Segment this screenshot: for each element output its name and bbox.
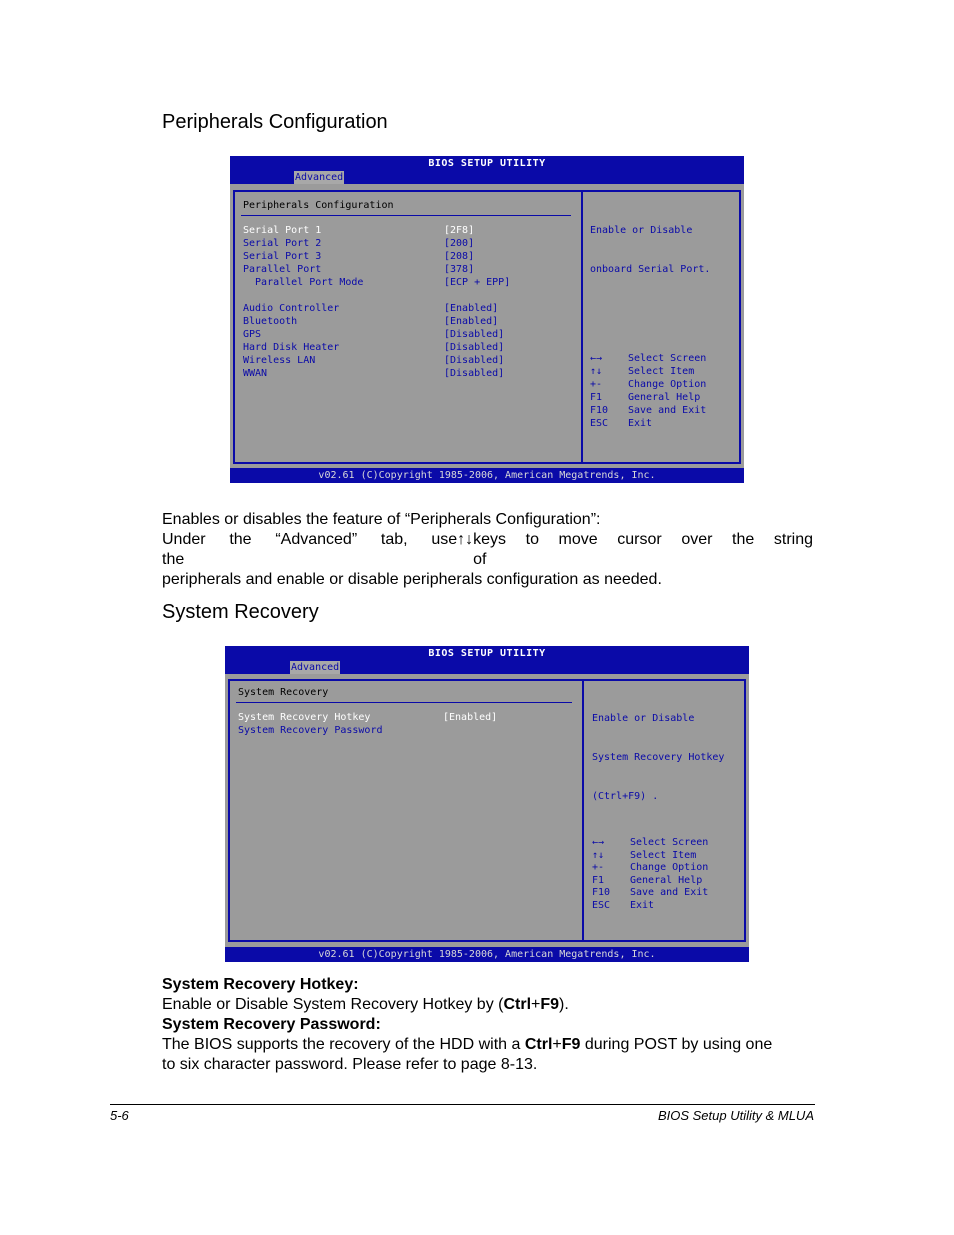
key-description: Exit (628, 418, 653, 429)
key-name: +- (592, 862, 605, 873)
password-text-mid: during POST by using one (584, 1036, 773, 1053)
bios-item-value[interactable]: [Enabled] (444, 316, 499, 327)
desc-line-2 (162, 530, 813, 570)
tab-advanced[interactable]: Advanced (291, 662, 340, 673)
key-legend-row (590, 352, 730, 365)
bios-item-label: Serial Port 1 (243, 225, 322, 236)
bios-item-value[interactable]: [Enabled] (444, 303, 499, 314)
bios-item-label: GPS (243, 329, 262, 340)
bios-item-row[interactable] (238, 724, 558, 737)
bios-panel (228, 679, 746, 942)
bios-item-row[interactable] (243, 250, 563, 263)
key-description: Select Screen (628, 353, 707, 364)
bios-item-row[interactable] (243, 328, 563, 341)
bios-item-label: Wireless LAN (243, 355, 316, 366)
key-description: Select Screen (630, 837, 709, 848)
bios-item-row[interactable] (243, 341, 563, 354)
bios-item-label: System Recovery Password (238, 725, 383, 736)
bios-panel (233, 190, 741, 464)
bios-item-value[interactable]: [Disabled] (444, 329, 505, 340)
bios-item-row[interactable] (243, 263, 563, 276)
panel-title: Peripherals Configuration (243, 200, 394, 211)
title-rule (241, 215, 571, 216)
key-legend-row (592, 836, 732, 849)
section-heading-peripherals: Peripherals Configuration (162, 111, 388, 133)
password-text-line-2: to six character password. Please refer to page 8-13. (162, 1056, 538, 1073)
footer-rule (110, 1104, 815, 1105)
key-legend-row (590, 391, 730, 404)
bios-item-value[interactable]: [ECP + EPP] (444, 277, 511, 288)
password-text-start: The BIOS supports the recovery of the HDD with a (162, 1036, 521, 1053)
bios-item-value[interactable]: [200] (444, 238, 475, 249)
system-recovery-description (162, 975, 813, 1075)
bios-item-label: Serial Port 2 (243, 238, 322, 249)
bios-item-row[interactable] (243, 367, 563, 380)
bios-footer: v02.61 (C)Copyright 1985-2006, American Megatrends, Inc. (225, 947, 749, 962)
bios-item-label: System Recovery Hotkey (238, 712, 371, 723)
bios-item-value[interactable]: [Disabled] (444, 355, 505, 366)
hotkey-text (162, 995, 813, 1015)
key-description: Save and Exit (630, 887, 709, 898)
key-name: ←→ (592, 837, 605, 848)
bios-item-label: Hard Disk Heater (243, 342, 340, 353)
bios-title: BIOS SETUP UTILITY (230, 156, 744, 171)
panel-title: System Recovery (238, 687, 329, 698)
password-heading: System Recovery Password: (162, 1016, 381, 1033)
desc-line-2-end: keys to move cursor over the string of (473, 531, 813, 568)
key-name: ESC (592, 899, 611, 911)
desc-line-1: Enables or disables the feature of “Peripherals Configuration”: (162, 511, 601, 528)
bios-item-row[interactable] (243, 354, 563, 367)
bios-screen-system-recovery (225, 646, 749, 962)
password-text (162, 1035, 813, 1055)
panel-divider (582, 681, 584, 940)
key-legend-row (592, 899, 732, 912)
key-description: General Help (628, 392, 701, 403)
bios-item-value[interactable]: [Enabled] (443, 712, 498, 723)
bios-item-row[interactable] (238, 711, 558, 724)
key-legend-row (590, 417, 730, 430)
footer-title: BIOS Setup Utility & MLUA (657, 1108, 814, 1123)
desc-line-3: peripherals and enable or disable peripherals configuration as needed. (162, 571, 662, 588)
bios-item-label: Serial Port 3 (243, 251, 322, 262)
ctrl-key: Ctrl (524, 1036, 553, 1053)
key-name: F1 (592, 874, 605, 886)
key-legend-row (592, 849, 732, 862)
desc-line-2-start: Under the “Advanced” tab, use the (162, 531, 458, 568)
key-legend-row (590, 404, 730, 417)
key-description: Select Item (630, 849, 697, 861)
key-name: F10 (590, 405, 609, 416)
key-legend-row (592, 886, 732, 899)
bios-item-row[interactable] (243, 237, 563, 250)
f9-key: F9 (561, 1036, 581, 1053)
key-description: Select Item (628, 366, 695, 377)
plus-sign: + (552, 1036, 562, 1053)
bios-item-row[interactable] (243, 302, 563, 315)
bios-item-row[interactable] (243, 315, 563, 328)
bios-tab-row (225, 661, 749, 674)
hotkey-heading: System Recovery Hotkey: (162, 976, 359, 993)
hotkey-text-start: Enable or Disable System Recovery Hotkey by ( (162, 996, 504, 1013)
bios-item-value[interactable]: [Disabled] (444, 368, 505, 379)
bios-item-value[interactable]: [Disabled] (444, 342, 505, 353)
tab-advanced[interactable]: Advanced (295, 172, 344, 183)
bios-item-label: Parallel Port (243, 264, 322, 275)
page-number: 5-6 (110, 1108, 129, 1123)
help-line: Enable or Disable (590, 225, 693, 236)
key-name: ↑↓ (592, 849, 605, 861)
help-line: Enable or Disable (592, 713, 695, 724)
key-name: F10 (592, 887, 611, 898)
help-line: onboard Serial Port. (590, 264, 711, 275)
bios-tab-row (230, 171, 744, 184)
help-line: System Recovery Hotkey (592, 752, 725, 763)
bios-item-value[interactable]: [378] (444, 264, 475, 275)
panel-divider (581, 192, 583, 462)
section-heading-system-recovery: System Recovery (162, 601, 319, 623)
key-description: General Help (630, 874, 703, 886)
help-text (590, 198, 710, 302)
bios-item-label: Bluetooth (243, 316, 298, 327)
help-text (592, 686, 724, 829)
key-name: ESC (590, 418, 609, 429)
bios-title: BIOS SETUP UTILITY (225, 646, 749, 661)
key-name: F1 (590, 392, 603, 403)
plus-sign: + (531, 996, 541, 1013)
key-description: Change Option (630, 862, 709, 873)
bios-item-label: Parallel Port Mode (243, 277, 364, 288)
bios-screen-peripherals (230, 156, 744, 483)
bios-item-label: Audio Controller (243, 303, 340, 314)
key-legend-row (590, 365, 730, 378)
bios-item-value[interactable]: [208] (444, 251, 475, 262)
key-description: Exit (630, 899, 655, 911)
bios-footer: v02.61 (C)Copyright 1985-2006, American Megatrends, Inc. (230, 468, 744, 483)
help-line: (Ctrl+F9) . (592, 791, 659, 802)
up-down-arrows-icon: ↑↓ (457, 531, 474, 548)
title-rule (236, 702, 572, 703)
key-description: Save and Exit (628, 405, 707, 416)
bios-item-label: WWAN (243, 368, 268, 379)
key-name: +- (590, 379, 603, 390)
f9-key: F9 (540, 996, 560, 1013)
bios-item-row[interactable] (243, 224, 563, 237)
ctrl-key: Ctrl (503, 996, 532, 1013)
key-name: ↑↓ (590, 366, 603, 377)
key-legend-row (592, 861, 732, 874)
key-legend-row (590, 378, 730, 391)
peripherals-description (162, 510, 813, 590)
key-name: ←→ (590, 353, 603, 364)
bios-item-value[interactable]: [2F8] (444, 225, 475, 236)
hotkey-text-end: ). (559, 996, 569, 1013)
key-description: Change Option (628, 379, 707, 390)
key-legend-row (592, 874, 732, 887)
bios-item-row[interactable] (243, 276, 563, 289)
